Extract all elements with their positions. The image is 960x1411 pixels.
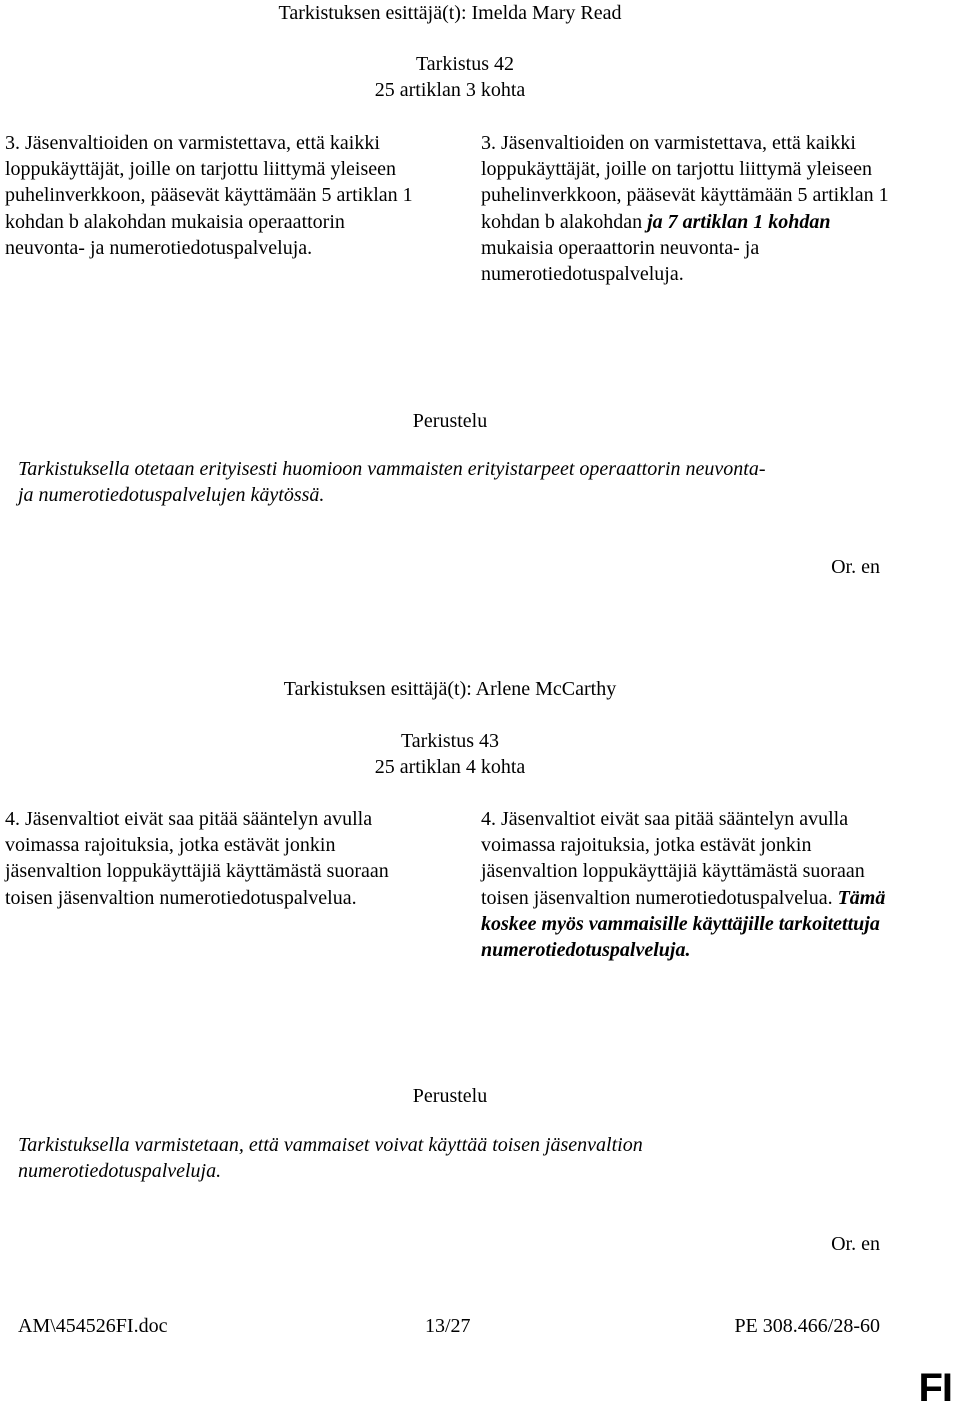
amendment-42-number: Tarkistus 42 — [415, 53, 515, 75]
amendment-42-original-language: Or. en — [831, 556, 880, 578]
amendment-43-justification-line-2: numerotiedotuspalveluja. — [18, 1160, 222, 1182]
amendment-42-article: 25 artiklan 3 kohta — [374, 79, 526, 101]
amended-text-start: 4. Jäsenvaltiot eivät saa pitää sääntelyn avulla voimassa rajoituksia, jotka estävät jonkin jäsenvaltion loppukäyttäjiä käyttämästä suoraan toisen jäsenvaltion numerotiedotuspalvelua. — [481, 808, 865, 909]
amendment-42-original-text: 3. Jäsenvaltioiden on varmistettava, että kaikki loppukäyttäjät, joille on tarjottu liittymä yleiseen puhelinverkkoon, pääsevät käyttämään 5 artiklan 1 kohdan b alakohdan mukaisia operaattorin neuvonta- ja numerotiedotuspalveluja. — [5, 132, 413, 259]
amendment-43-justification-heading: Perustelu — [412, 1085, 488, 1107]
amendment-43-author: Tarkistuksen esittäjä(t): Arlene McCarthy — [283, 678, 617, 700]
language-mark: FI — [918, 1366, 952, 1410]
amendment-43-original-language: Or. en — [831, 1233, 880, 1255]
amendment-42-justification-line-1: Tarkistuksella otetaan erityisesti huomioon vammaisten erityistarpeet operaattorin neuvonta- — [18, 458, 766, 480]
footer-pe-ref: PE 308.466/28-60 — [734, 1315, 880, 1337]
amendment-42-amended-text — [481, 130, 901, 287]
amendment-43-number: Tarkistus 43 — [400, 730, 500, 752]
amendment-43-original-text: 4. Jäsenvaltiot eivät saa pitää sääntelyn avulla voimassa rajoituksia, jotka estävät jonkin jäsenvaltion loppukäyttäjiä käyttämästä suoraan toisen jäsenvaltion numerotiedotuspalvelua. — [5, 808, 389, 909]
footer-page-number: 13/27 — [425, 1315, 471, 1337]
amendment-43-amended-text — [481, 806, 901, 963]
amendment-43-article: 25 artiklan 4 kohta — [374, 756, 526, 778]
amendment-43-justification-line-1: Tarkistuksella varmistetaan, että vammaiset voivat käyttää toisen jäsenvaltion — [18, 1134, 643, 1156]
amended-text-insertion: Tämä koskee myös vammaisille käyttäjille tarkoitettuja numerotiedotuspalveluja. — [481, 886, 886, 962]
amended-text-start: 3. Jäsenvaltioiden on varmistettava, että kaikki loppukäyttäjät, joille on tarjottu liittymä yleiseen puhelinverkkoon, pääsevät käyttämään 5 artiklan 1 kohdan b alakohdan — [481, 132, 889, 233]
amended-text-insertion: ja 7 artiklan 1 kohdan — [647, 210, 831, 233]
amendment-42-justification-line-2: ja numerotiedotuspalvelujen käytössä. — [18, 484, 325, 506]
amended-text-end: mukaisia operaattorin neuvonta- ja numerotiedotuspalveluja. — [481, 236, 760, 286]
amendment-42-author: Tarkistuksen esittäjä(t): Imelda Mary Read — [278, 2, 622, 24]
amendment-42-justification-heading: Perustelu — [412, 410, 488, 432]
footer-doc-ref: AM\454526FI.doc — [18, 1315, 168, 1337]
